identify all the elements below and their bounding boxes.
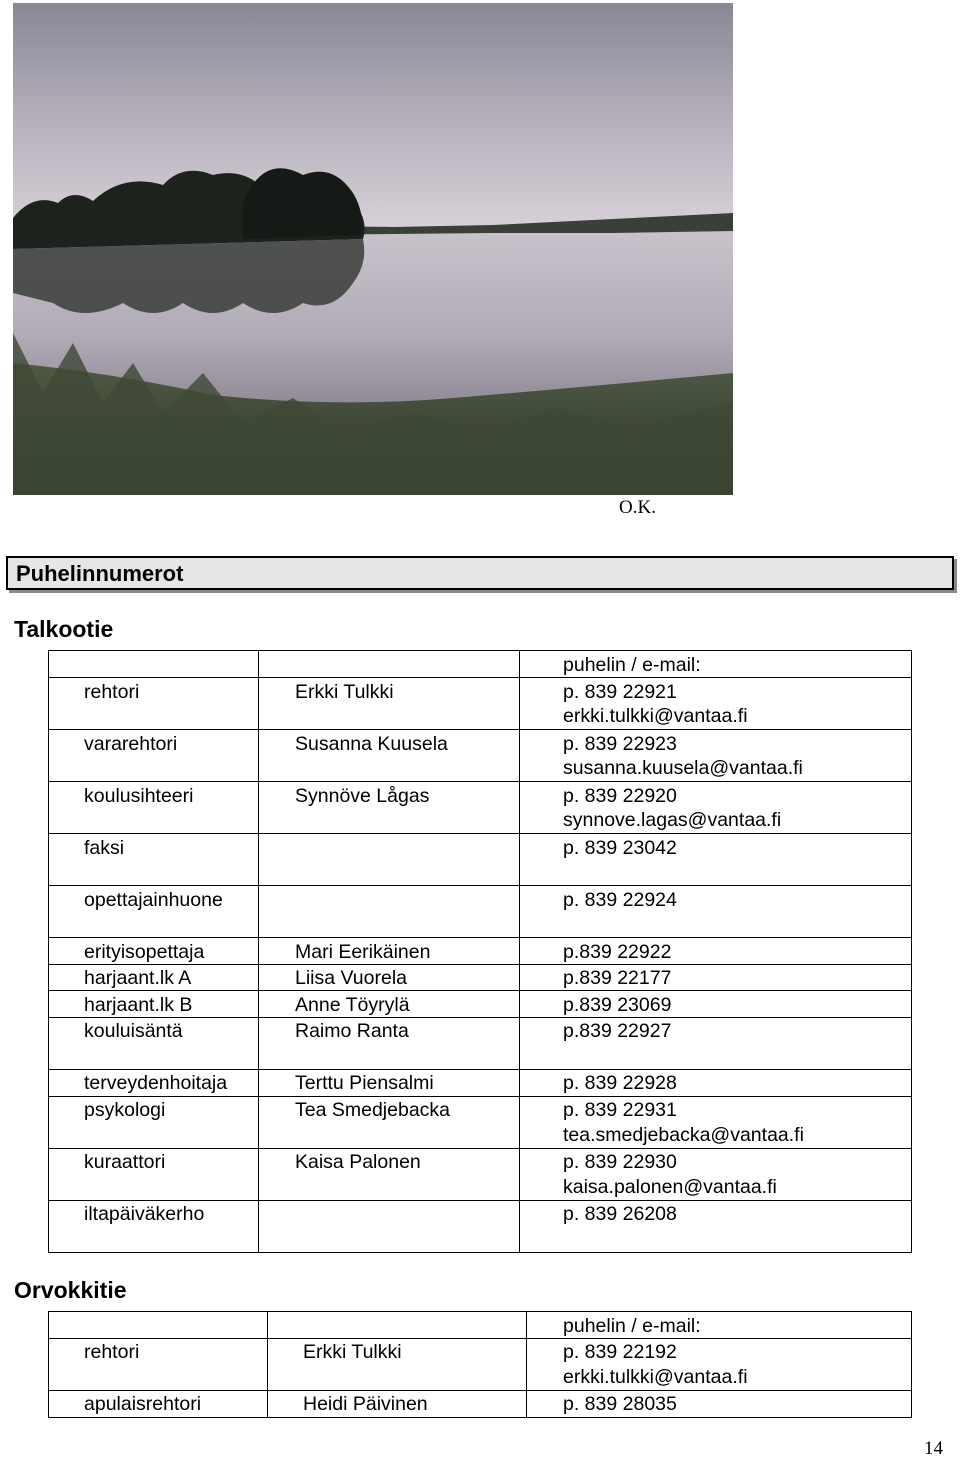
phone-cell: p. 839 28035 xyxy=(563,1393,677,1415)
role-cell: erityisopettaja xyxy=(84,941,205,963)
role-cell: vararehtori xyxy=(84,733,178,755)
phone-cell: p. 839 26208 xyxy=(563,1203,677,1225)
role-cell: harjaant.lk A xyxy=(84,967,192,989)
page-number: 14 xyxy=(924,1438,943,1459)
role-cell: kuraattori xyxy=(84,1151,166,1173)
orvokkitie-heading: Orvokkitie xyxy=(14,1277,127,1303)
phone-cell: p. 839 22928 xyxy=(563,1072,677,1094)
name-cell: Susanna Kuusela xyxy=(295,733,448,755)
phone-cell: p.839 22922 xyxy=(563,941,672,963)
section-title: Puhelinnumerot xyxy=(16,561,184,586)
role-cell: kouluisäntä xyxy=(84,1020,183,1042)
email-cell[interactable]: erkki.tulkki@vantaa.fi xyxy=(563,705,748,727)
name-cell: Raimo Ranta xyxy=(295,1020,409,1042)
talkootie-heading: Talkootie xyxy=(14,616,114,642)
name-cell: Erkki Tulkki xyxy=(295,681,394,703)
role-cell: opettajainhuone xyxy=(84,889,223,911)
email-cell[interactable]: susanna.kuusela@vantaa.fi xyxy=(563,757,803,779)
role-cell: terveydenhoitaja xyxy=(84,1072,228,1094)
name-cell: Erkki Tulkki xyxy=(303,1341,402,1363)
phone-cell: p. 839 22930 xyxy=(563,1151,677,1173)
phone-cell: p. 839 22931 xyxy=(563,1099,677,1121)
email-cell[interactable]: synnove.lagas@vantaa.fi xyxy=(563,809,782,831)
phone-cell: p. 839 22920 xyxy=(563,785,677,807)
contact-column-header: puhelin / e-mail: xyxy=(563,654,701,676)
email-cell[interactable]: erkki.tulkki@vantaa.fi xyxy=(563,1366,748,1388)
photo-credit: O.K. xyxy=(619,497,656,518)
role-cell: psykologi xyxy=(84,1099,166,1121)
role-cell: iltapäiväkerho xyxy=(84,1203,205,1225)
name-cell: Kaisa Palonen xyxy=(295,1151,421,1173)
role-cell: rehtori xyxy=(84,1341,140,1363)
role-cell: koulusihteeri xyxy=(84,785,194,807)
name-cell: Terttu Piensalmi xyxy=(295,1072,434,1094)
phone-cell: p.839 22927 xyxy=(563,1020,672,1042)
role-cell: apulaisrehtori xyxy=(84,1393,202,1415)
name-cell: Tea Smedjebacka xyxy=(295,1099,451,1121)
name-cell: Synnöve Lågas xyxy=(295,785,430,807)
name-cell: Heidi Päivinen xyxy=(303,1393,428,1415)
lake-photo xyxy=(13,3,733,495)
role-cell: rehtori xyxy=(84,681,140,703)
phone-cell: p.839 22177 xyxy=(563,967,672,989)
name-cell: Mari Eerikäinen xyxy=(295,941,431,963)
email-cell[interactable]: tea.smedjebacka@vantaa.fi xyxy=(563,1124,804,1146)
contact-column-header: puhelin / e-mail: xyxy=(563,1315,701,1337)
role-cell: harjaant.lk B xyxy=(84,994,193,1016)
phone-cell: p. 839 22921 xyxy=(563,681,677,703)
email-cell[interactable]: kaisa.palonen@vantaa.fi xyxy=(563,1176,777,1198)
phone-cell: p.839 23069 xyxy=(563,994,672,1016)
phone-cell: p. 839 23042 xyxy=(563,837,677,859)
phone-cell: p. 839 22192 xyxy=(563,1341,677,1363)
phone-cell: p. 839 22923 xyxy=(563,733,677,755)
role-cell: faksi xyxy=(84,837,125,859)
name-cell: Anne Töyrylä xyxy=(295,994,410,1016)
section-title-bar xyxy=(6,556,954,590)
name-cell: Liisa Vuorela xyxy=(295,967,408,989)
phone-cell: p. 839 22924 xyxy=(563,889,677,911)
